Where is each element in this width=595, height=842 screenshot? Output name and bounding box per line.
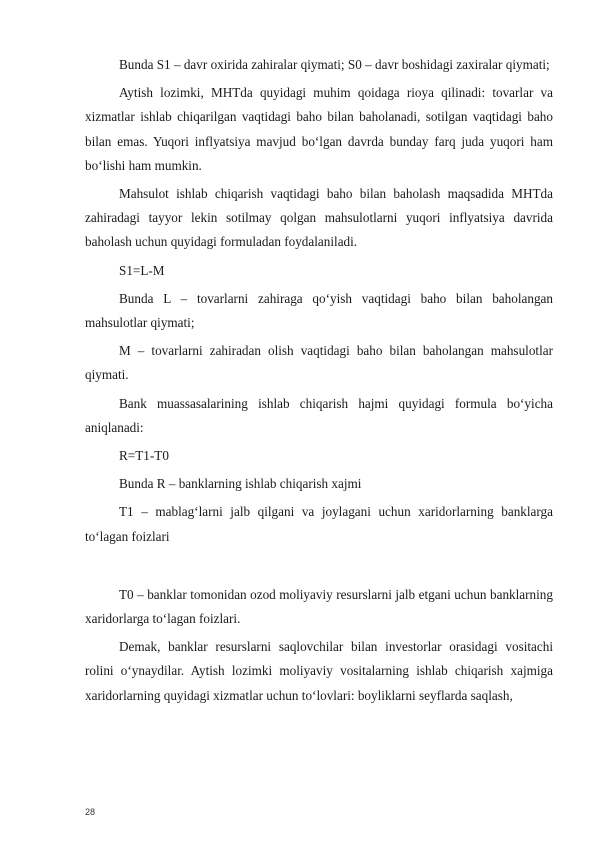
page-body [85,53,553,712]
paragraph-t0-definition: T0 – banklar tomonidan ozod moliyaviy resurslarni jalb etgani uchun banklarning xaridorlarga to‘lagan foizlari. [85,586,553,627]
paragraph-mht-rule: Aytish lozimki, MHTda quyidagi muhim qoidaga rioya qilinadi: tovarlar va xizmatlar ishlab chiqarilgan vaqtidagi baho bilan baholanadi, sotilgan vaqtidagi baho bilan emas. Yuqori inflyatsiya mavjud bo‘lgan davrda bunday farq juda yuqori ham bo‘lishi ham mumkin. [85,85,553,173]
page-number: 28 [85,807,96,817]
formula-s1: S1=L-M [119,262,165,278]
paragraph-s1-s0-definition: Bunda S1 – davr oxirida zahiralar qiymati; S0 – davr boshidagi zaxiralar qiymati; [119,57,550,72]
paragraph-l-definition: Bunda L – tovarlarni zahiraga qo‘yish vaqtidagi baho bilan baholangan mahsulotlar qiymati; [85,290,553,331]
formula-r: R=T1-T0 [119,448,169,464]
blank-line [85,553,553,583]
paragraph-inventory-valuation: Mahsulot ishlab chiqarish vaqtidagi baho bilan baholash maqsadida MHTda zahiradagi tayyor lekin sotilmay qolgan mahsulotlarni yuqori inflyatsiya davrida baholash uchun quyidagi formuladan foydalaniladi. [85,186,553,250]
paragraph-banks-intermediary: Demak, banklar resurslarni saqlovchilar bilan investorlar orasidagi vositachi rolini o‘ynaydilar. Aytish lozimki moliyaviy vositalarning ishlab chiqarish xajmiga xaridorlarning quyidagi xizmatlar uchun to‘lovlari: boyliklarni seyflarda saqlash, [85,639,553,703]
paragraph-m-definition: M – tovarlarni zahiradan olish vaqtidagi baho bilan baholangan mahsulotlar qiymati. [85,343,553,383]
paragraph-r-definition: Bunda R – banklarning ishlab chiqarish xajmi [119,476,362,492]
paragraph-t1-definition: T1 – mablag‘larni jalb qilgani va joylagani uchun xaridorlarning banklarga to‘lagan foizlari [85,504,553,544]
paragraph-bank-output: Bank muassasalarining ishlab chiqarish hajmi quyidagi formula bo‘yicha aniqlanadi: [85,395,553,435]
